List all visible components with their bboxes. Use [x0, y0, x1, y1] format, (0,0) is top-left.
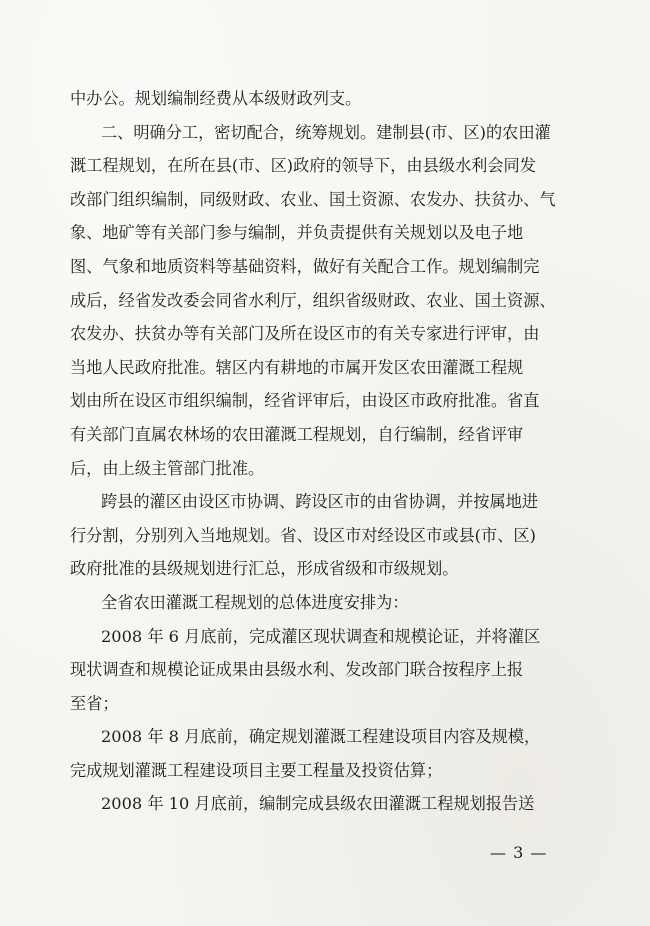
- text-line-content: 至省；: [70, 693, 119, 713]
- text-line: [70, 183, 580, 217]
- body-text: [70, 82, 580, 821]
- text-line: [70, 284, 580, 318]
- text-line-content: 成后，经省发改委会同省水利厅，组织省级财政、农业、国土资源、: [70, 290, 556, 310]
- text-line-content: 农发办、扶贫办等有关部门及所在设区市的有关专家进行评审，由: [70, 324, 540, 344]
- text-line: [70, 519, 580, 553]
- text-line-content: 当地人民政府批准。辖区内有耕地的市属开发区农田灌溉工程规: [70, 357, 524, 377]
- text-line-content: 二、明确分工，密切配合，统筹规划。建制县(市、区)的农田灌: [101, 122, 551, 142]
- text-line: [70, 250, 580, 284]
- text-line-content: 有关部门直属农林场的农田灌溉工程规划，自行编制，经省评审: [70, 424, 524, 444]
- text-line: [70, 754, 580, 788]
- text-line-content: 溉工程规划，在所在县(市、区)政府的领导下，由县级水利会同发: [70, 156, 536, 176]
- text-line: [70, 351, 580, 385]
- paragraph-start-line: [70, 586, 580, 620]
- paragraph-start-line: [70, 720, 580, 754]
- text-line: [70, 216, 580, 250]
- text-line: [70, 317, 580, 351]
- text-line: [70, 418, 580, 452]
- text-line-content: 划由所在设区市组织编制，经省评审后，由设区市政府批准。省直: [70, 391, 540, 411]
- text-line: [70, 552, 580, 586]
- text-line-content: 2008 年 6 月底前，完成灌区现状调查和规模论证，并将灌区: [101, 626, 541, 646]
- paragraph-heading-line: [70, 116, 580, 150]
- text-line-content: 象、地矿等有关部门参与编制，并负责提供有关规划以及电子地: [70, 223, 524, 243]
- paragraph-start-line: [70, 620, 580, 654]
- text-line: [70, 149, 580, 183]
- text-line: [70, 384, 580, 418]
- text-line-content: 2008 年 8 月底前，确定规划灌溉工程建设项目内容及规模，: [101, 727, 541, 747]
- paragraph-start-line: [70, 787, 580, 821]
- text-line-content: 跨县的灌区由设区市协调、跨设区市的由省协调，并按属地进: [101, 492, 539, 512]
- text-line: [70, 452, 580, 486]
- text-line-content: 完成规划灌溉工程建设项目主要工程量及投资估算；: [70, 760, 443, 780]
- text-line: [70, 687, 580, 721]
- text-line-content: 现状调查和规模论证成果由县级水利、发改部门联合按程序上报: [70, 660, 524, 680]
- text-line-content: 中办公。规划编制经费从本级财政列支。: [70, 89, 362, 108]
- paragraph-start-line: [70, 485, 580, 519]
- text-line-content: 改部门组织编制，同级财政、农业、国土资源、农发办、扶贫办、气: [70, 189, 556, 209]
- text-line-content: 后，由上级主管部门批准。: [70, 458, 265, 478]
- page-number: — 3 —: [490, 843, 548, 862]
- text-line-content: 图、气象和地质资料等基础资料，做好有关配合工作。规划编制完: [70, 256, 540, 276]
- text-line-content: 政府批准的县级规划进行汇总，形成省级和市级规划。: [70, 559, 459, 579]
- text-line-content: 全省农田灌溉工程规划的总体进度安排为：: [101, 592, 409, 612]
- text-line-content: 行分割，分别列入当地规划。省、设区市对经设区市或县(市、区): [70, 525, 536, 545]
- text-line: [70, 82, 580, 116]
- text-line: [70, 653, 580, 687]
- text-line-content: 2008 年 10 月底前，编制完成县级农田灌溉工程规划报告送: [101, 794, 535, 814]
